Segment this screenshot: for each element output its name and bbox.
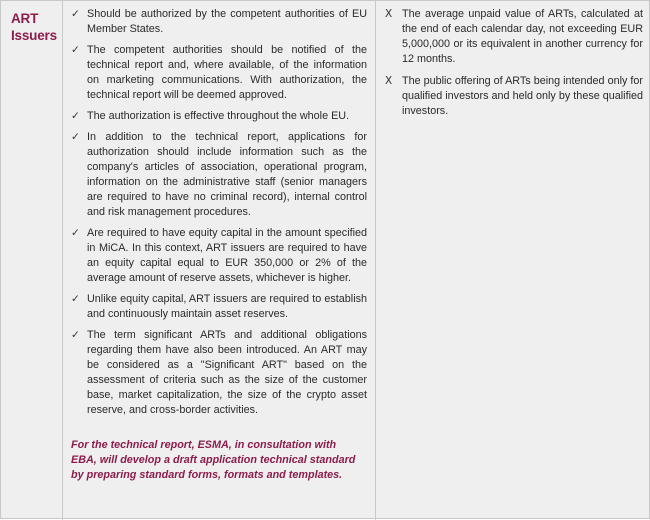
cross-icon: X [385, 75, 393, 87]
esma-note: For the technical report, ESMA, in consultation with EBA, will develop a draft application technical standard by preparing standard forms, formats and templates. [71, 439, 356, 481]
exemption-item [385, 74, 643, 119]
row-header-line-2: Issuers [11, 28, 57, 43]
checkmark-icon: ✓ [71, 227, 80, 239]
checkmark-icon: ✓ [71, 110, 80, 122]
row-header-line-1: ART [11, 11, 39, 26]
exemptions-cell [375, 1, 650, 520]
exemptions-list [385, 7, 643, 119]
checkmark-icon: ✓ [71, 8, 80, 20]
requirement-text: The competent authorities should be notified of the technical report and, where available, of the information on marketing communications. With authorization, the technical report will be deemed approved. [87, 44, 367, 101]
cross-icon: X [385, 8, 393, 20]
requirement-text: Should be authorized by the competent authorities of EU Member States. [87, 8, 367, 35]
requirement-text: The term significant ARTs and additional obligations regarding them have also been introduced. An ART may be considered as a "Significant ART" based on the assessment of criteria such as the size of the customer base, market capitalization, the size of the crypto asset reserve, and cross-border activities. [87, 329, 367, 416]
requirement-item [71, 109, 367, 124]
requirement-item [71, 7, 367, 37]
requirement-item [71, 226, 367, 286]
requirement-text: Unlike equity capital, ART issuers are required to establish and continuously maintain asset reserves. [87, 293, 367, 320]
requirement-item [71, 43, 367, 103]
requirement-text: The authorization is effective throughout the whole EU. [87, 110, 350, 122]
requirement-text: Are required to have equity capital in the amount specified in MiCA. In this context, ART issuers are required to have an equity capital equal to EUR 350,000 or 2% of the average amount of reserve assets, whichever is higher. [87, 227, 367, 284]
requirement-item [71, 328, 367, 418]
exemption-text: The average unpaid value of ARTs, calculated at the end of each calendar day, not exceeding EUR 5,000,000 or its equivalent in another currency for 12 months. [402, 8, 643, 65]
row-header-cell [1, 1, 62, 520]
requirement-item [71, 292, 367, 322]
checkmark-icon: ✓ [71, 44, 80, 56]
checkmark-icon: ✓ [71, 131, 80, 143]
checkmark-icon: ✓ [71, 293, 80, 305]
exemption-text: The public offering of ARTs being intended only for qualified investors and held only by these qualified investors. [402, 75, 643, 117]
checkmark-icon: ✓ [71, 329, 80, 341]
requirements-list [71, 7, 367, 418]
row-header-label [11, 10, 62, 44]
requirement-text: In addition to the technical report, applications for authorization should include information such as the company's articles of association, operational program, information on the administrative staff (senior managers are required to have no criminal record), internal control and risk management procedures. [87, 131, 367, 218]
exemption-item [385, 7, 643, 67]
requirement-item [71, 130, 367, 220]
requirements-cell [62, 1, 375, 520]
